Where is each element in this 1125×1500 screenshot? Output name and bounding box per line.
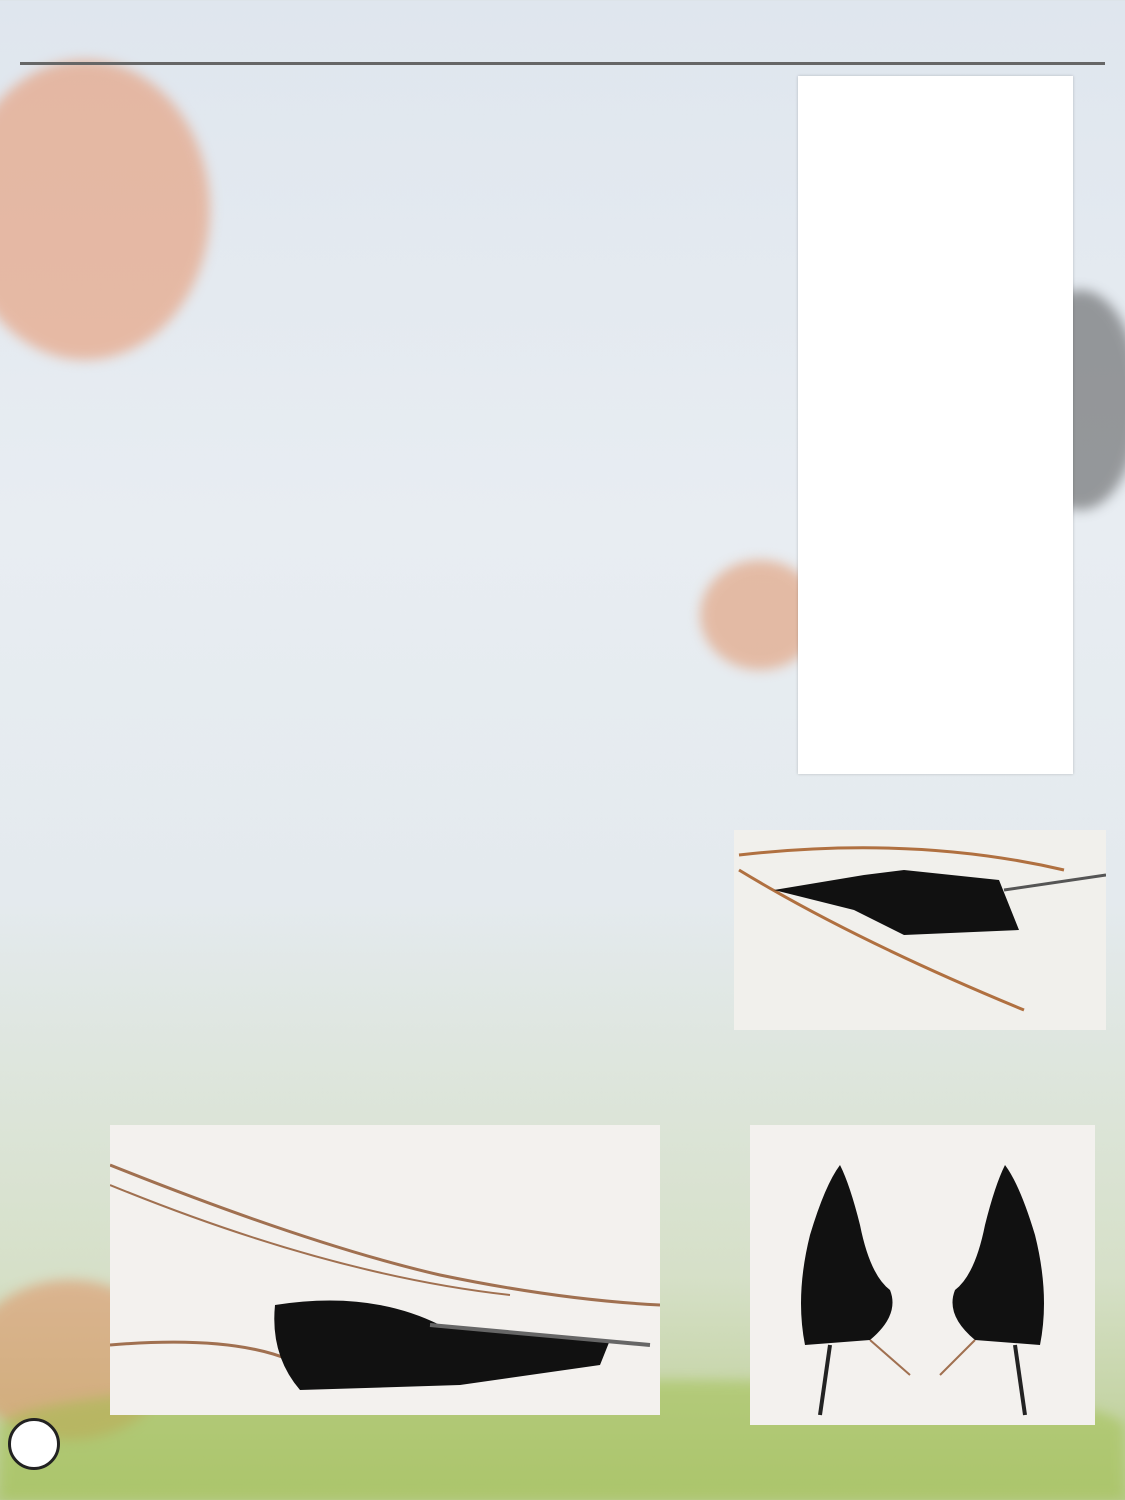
background-fox-shape (0, 60, 210, 360)
diagram-chart (798, 76, 1073, 774)
photo1-ear-in-progress (734, 830, 1106, 1030)
photo3 (750, 1125, 1095, 1425)
page-number (8, 1418, 60, 1470)
header-divider (20, 62, 1105, 65)
photo2 (110, 1125, 660, 1415)
crochet-diagram (798, 76, 1073, 774)
photo3-two-ears (750, 1125, 1095, 1425)
photo2-ear-wire-edging (110, 1125, 660, 1415)
photo1 (734, 830, 1106, 1030)
